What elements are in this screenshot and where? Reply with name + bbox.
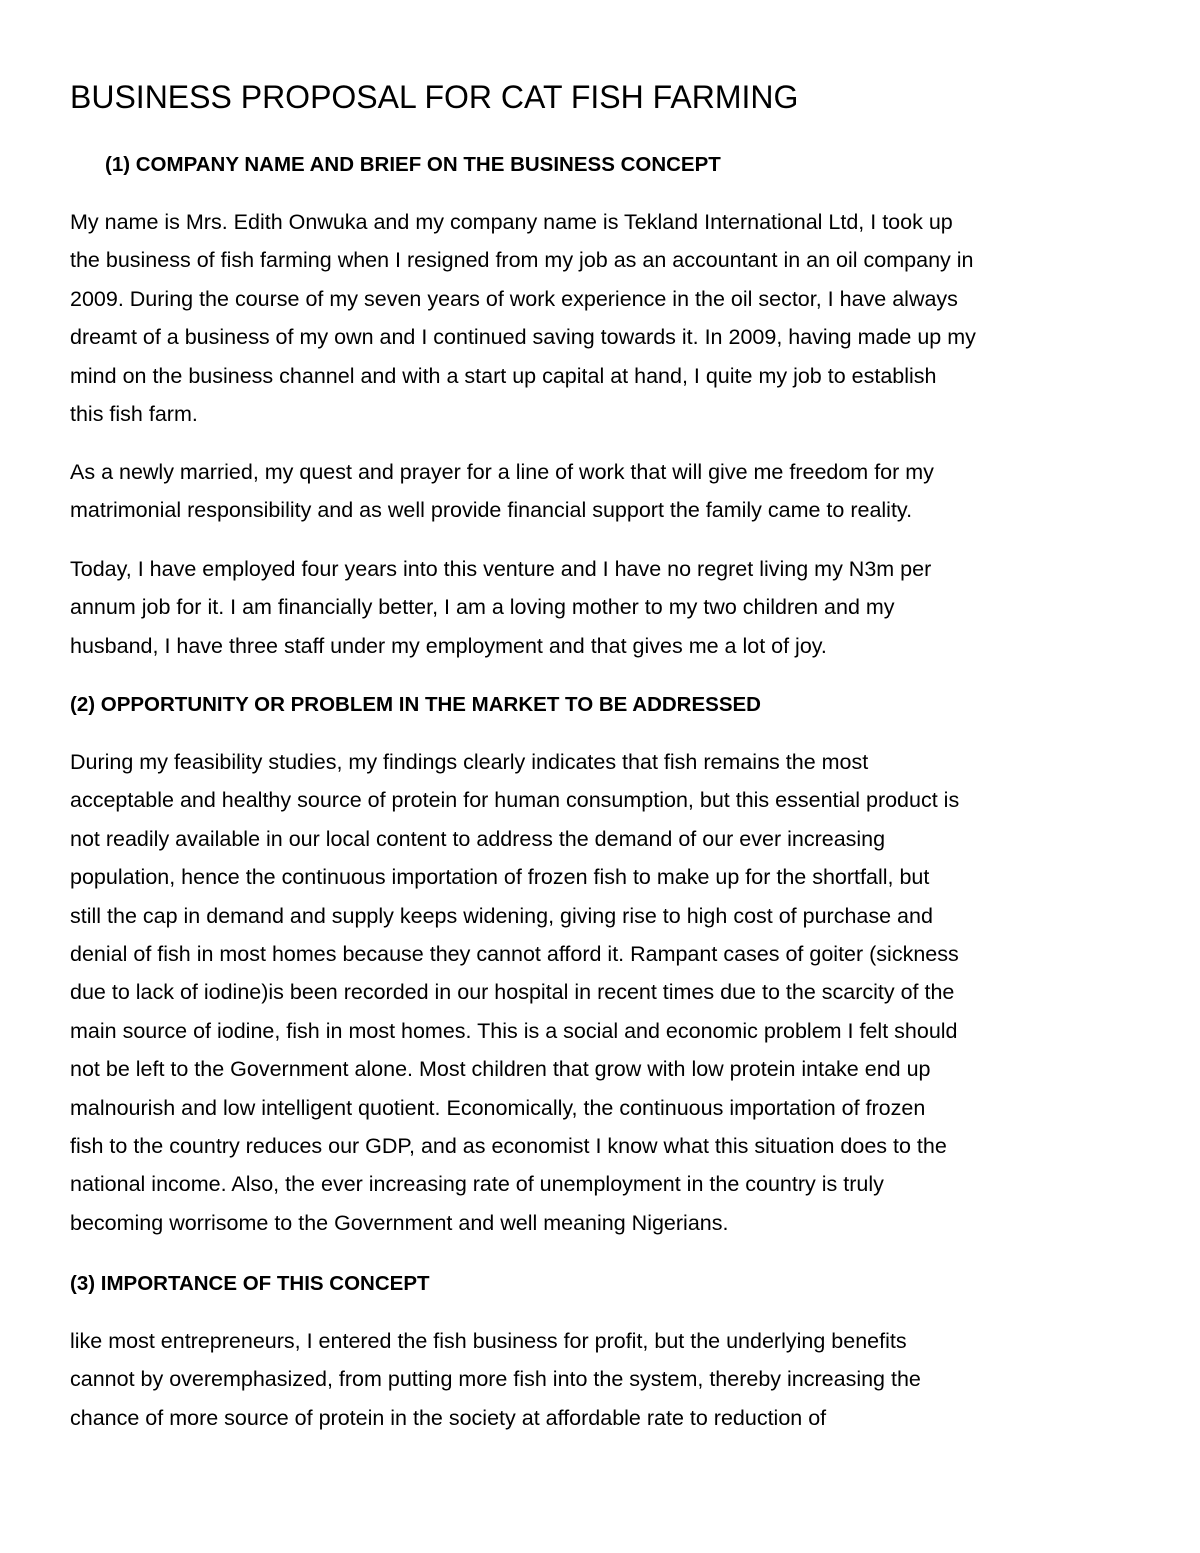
section-2-paragraph-1: [70, 743, 959, 1242]
text-line: main source of iodine, fish in most homes. This is a social and economic problem I felt should: [70, 1018, 958, 1043]
text-line: this fish farm.: [70, 402, 198, 427]
document-title: BUSINESS PROPOSAL FOR CAT FISH FARMING: [70, 79, 799, 115]
text-line: due to lack of iodine)is been recorded in our hospital in recent times due to the scarcity of the: [70, 980, 955, 1005]
text-line: malnourish and low intelligent quotient. Economically, the continuous importation of frozen: [70, 1095, 926, 1120]
text-line: still the cap in demand and supply keeps widening, giving rise to high cost of purchase and: [70, 903, 933, 928]
text-line: mind on the business channel and with a start up capital at hand, I quite my job to establish: [70, 363, 937, 388]
text-line: 2009. During the course of my seven years of work experience in the oil sector, I have always: [70, 286, 958, 311]
section-1-heading: (1) COMPANY NAME AND BRIEF ON THE BUSINESS CONCEPT: [105, 153, 721, 176]
text-line: not be left to the Government alone. Most children that grow with low protein intake end up: [70, 1057, 931, 1082]
text-line: matrimonial responsibility and as well provide financial support the family came to reality.: [70, 498, 913, 523]
text-line: becoming worrisome to the Government and well meaning Nigerians.: [70, 1210, 729, 1235]
text-line: cannot by overemphasized, from putting more fish into the system, thereby increasing the: [70, 1367, 921, 1392]
text-line: national income. Also, the ever increasing rate of unemployment in the country is truly: [70, 1172, 884, 1197]
text-line: like most entrepreneurs, I entered the fish business for profit, but the underlying benefits: [70, 1329, 907, 1353]
section-1-paragraph-1: [70, 203, 976, 433]
text-line: fish to the country reduces our GDP, and as economist I know what this situation does to the: [70, 1134, 947, 1159]
text-line: the business of fish farming when I resigned from my job as an accountant in an oil company in: [70, 248, 974, 273]
section-1-paragraph-3: [70, 550, 931, 665]
text-line: annum job for it. I am financially better, I am a loving mother to my two children and my: [70, 595, 895, 620]
text-line: chance of more source of protein in the society at affordable rate to reduction of: [70, 1405, 827, 1430]
text-line: not readily available in our local content to address the demand of our ever increasing: [70, 826, 886, 851]
section-2-heading: (2) OPPORTUNITY OR PROBLEM IN THE MARKET TO BE ADDRESSED: [70, 693, 761, 716]
text-line: population, hence the continuous importation of frozen fish to make up for the shortfall, but: [70, 865, 930, 890]
text-line: During my feasibility studies, my findings clearly indicates that fish remains the most: [70, 750, 869, 774]
text-line: acceptable and healthy source of protein for human consumption, but this essential product is: [70, 788, 960, 813]
text-line: husband, I have three staff under my employment and that gives me a lot of joy.: [70, 633, 827, 658]
section-3-paragraph-1: [70, 1322, 921, 1437]
text-line: denial of fish in most homes because they cannot afford it. Rampant cases of goiter (sickness: [70, 942, 959, 967]
text-line: Today, I have employed four years into this venture and I have no regret living my N3m per: [70, 557, 932, 581]
section-1-paragraph-2: [70, 453, 934, 530]
text-line: My name is Mrs. Edith Onwuka and my company name is Tekland International Ltd, I took up: [70, 210, 953, 234]
text-line: As a newly married, my quest and prayer for a line of work that will give me freedom for my: [70, 460, 934, 484]
section-3-heading: (3) IMPORTANCE OF THIS CONCEPT: [70, 1272, 430, 1295]
text-line: dreamt of a business of my own and I continued saving towards it. In 2009, having made up my: [70, 325, 976, 350]
